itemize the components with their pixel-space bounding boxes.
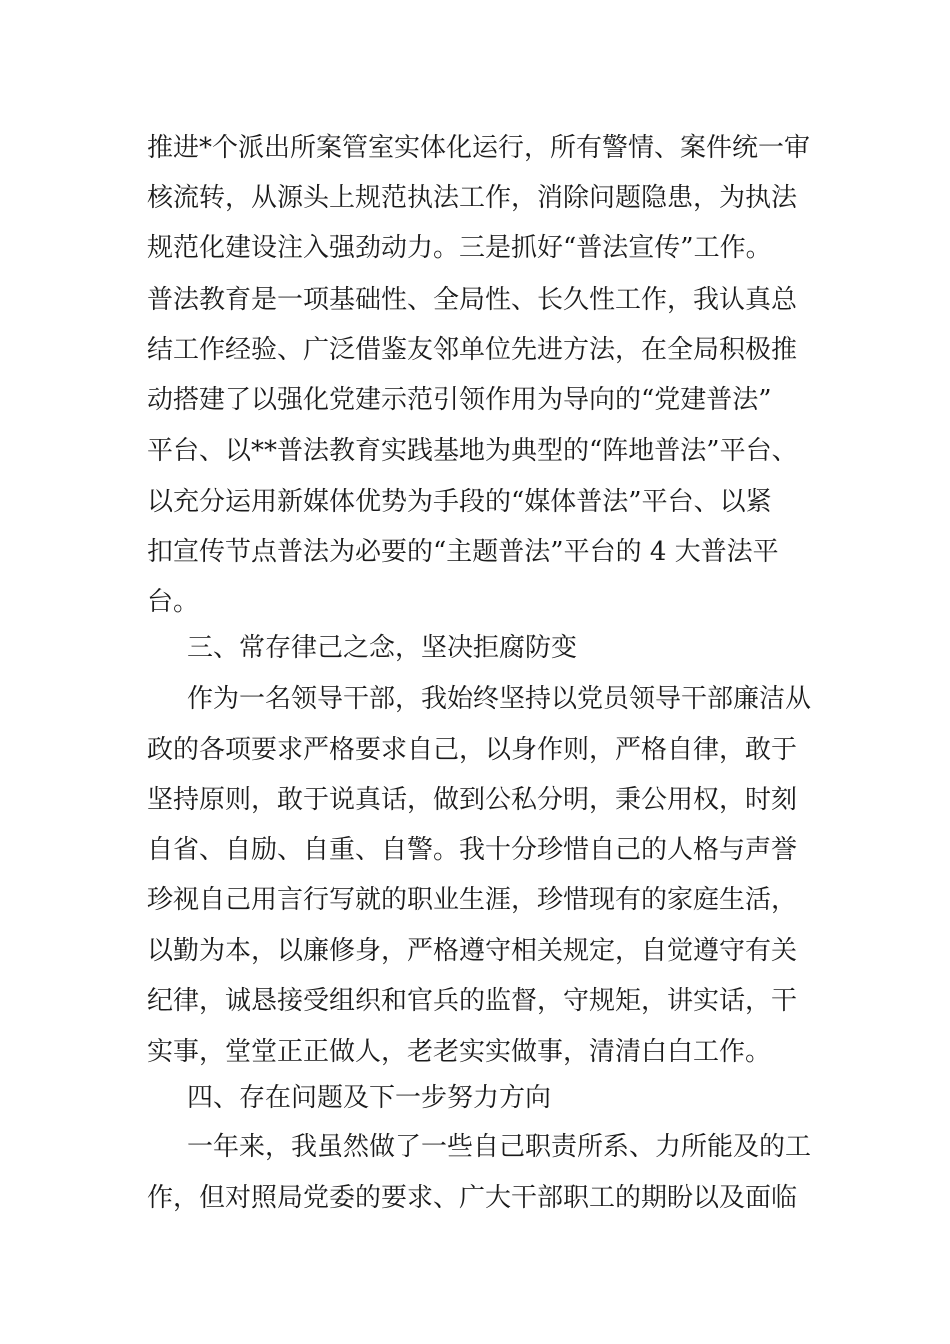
- paragraph-line: 坚持原则，敢于说真话，做到公私分明，秉公用权，时刻: [147, 785, 798, 815]
- paragraph-line: 作为一名领导干部，我始终坚持以党员领导干部廉洁从: [187, 684, 812, 714]
- paragraph-line: 核流转，从源头上规范执法工作，消除问题隐患，为执法: [147, 183, 798, 213]
- paragraph-line: 珍视自己用言行写就的职业生涯，珍惜现有的家庭生活，: [147, 885, 798, 915]
- paragraph-line: 作，但对照局党委的要求、广大干部职工的期盼以及面临: [147, 1183, 798, 1213]
- section-heading: 三、常存律己之念，坚决拒腐防变: [187, 633, 578, 663]
- paragraph-line: 动搭建了以强化党建示范引领作用为导向的“党建普法”: [147, 385, 772, 415]
- paragraph-line: 平台、以**普法教育实践基地为典型的“阵地普法”平台、: [147, 436, 798, 466]
- paragraph-line: 纪律，诚恳接受组织和官兵的监督，守规矩，讲实话，干: [147, 986, 798, 1016]
- paragraph-line: 普法教育是一项基础性、全局性、长久性工作，我认真总: [147, 285, 798, 315]
- paragraph-line: 以勤为本，以廉修身，严格遵守相关规定，自觉遵守有关: [147, 936, 798, 966]
- paragraph-line: 结工作经验、广泛借鉴友邻单位先进方法，在全局积极推: [147, 335, 798, 365]
- paragraph-line: 以充分运用新媒体优势为手段的“媒体普法”平台、以紧: [147, 487, 772, 517]
- paragraph-line: 扣宣传节点普法为必要的“主题普法”平台的 4 大普法平: [147, 537, 779, 567]
- paragraph-line: 推进*个派出所案管室实体化运行，所有警情、案件统一审: [147, 133, 811, 163]
- paragraph-line: 台。: [147, 587, 200, 617]
- paragraph-line: 规范化建设注入强劲动力。三是抓好“普法宣传”工作。: [147, 233, 772, 263]
- paragraph-line: 实事，堂堂正正做人，老老实实做事，清清白白工作。: [147, 1037, 772, 1067]
- paragraph-line: 政的各项要求严格要求自己，以身作则，严格自律，敢于: [147, 735, 798, 765]
- paragraph-line: 自省、自励、自重、自警。我十分珍惜自己的人格与声誉: [147, 835, 798, 865]
- section-heading: 四、存在问题及下一步努力方向: [187, 1083, 552, 1113]
- paragraph-line: 一年来，我虽然做了一些自己职责所系、力所能及的工: [187, 1132, 812, 1162]
